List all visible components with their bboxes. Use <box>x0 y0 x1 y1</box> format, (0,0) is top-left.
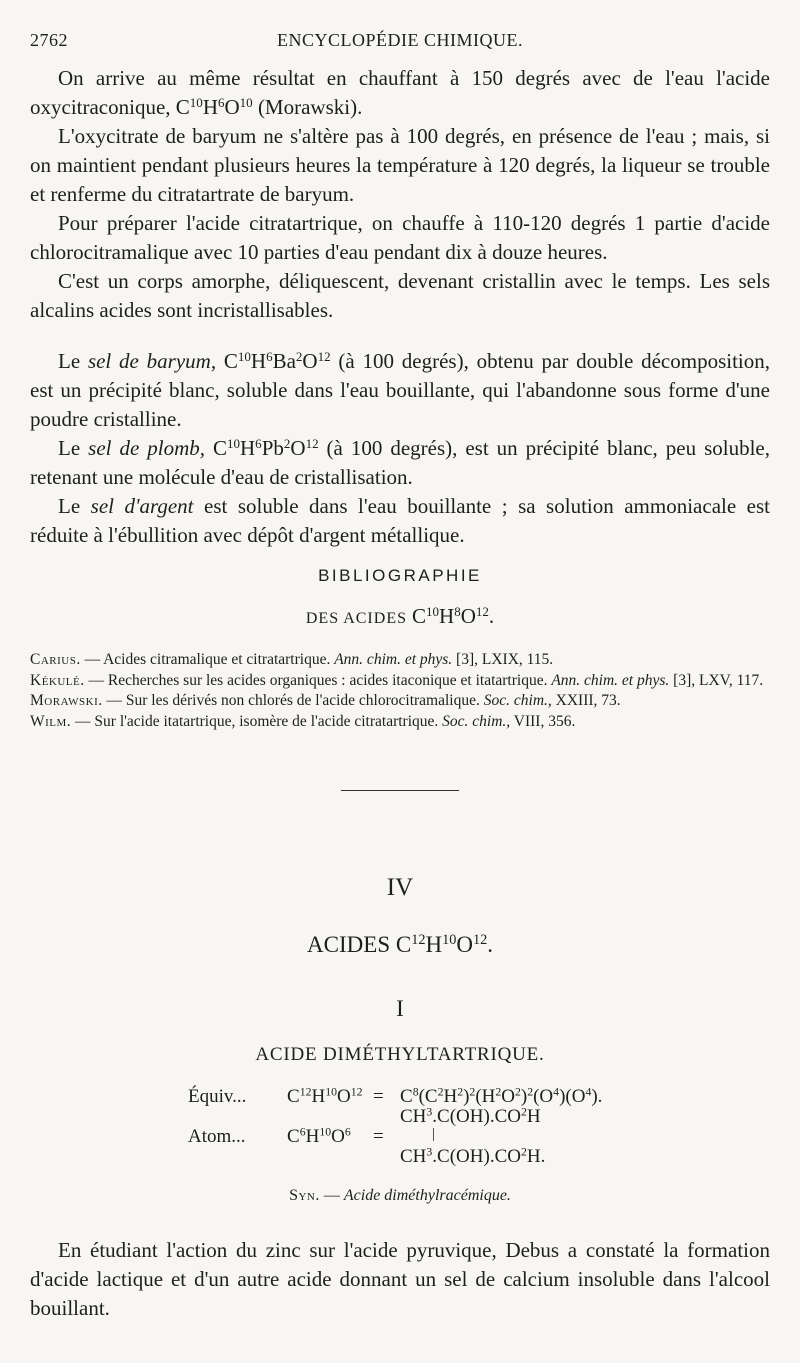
bibliography-title: BIBLIOGRAPHIE <box>318 566 482 585</box>
reference-item: Kékulé. — Recherches sur les acides organiques : acides itaconique et itatartrique. Ann. chim. et phys. [3], LXV, 117. <box>30 671 764 689</box>
subsection-numeral: I <box>396 996 404 1021</box>
reference-item: Morawski. — Sur les dérivés non chlorés de l'acide chlorocitramalique. Soc. chim., XXIII, 73. <box>30 692 621 709</box>
atom-equals: = <box>373 1126 384 1147</box>
atom-label: Atom... <box>188 1126 246 1147</box>
synonym-line: Syn. — Acide diméthylracémique. <box>289 1187 511 1204</box>
paragraph-oxycitraconique: On arrive au même résultat en chauffant à 150 degrés avec de l'eau l'acide oxycitraconique, $C^{10}H^6O^{10}$ (Morawski). <box>30 66 770 119</box>
reference-item: Carius. — Acides citramalique et citratartrique. Ann. chim. et phys. [3], LXIX, 115. <box>30 651 554 668</box>
bibliography-subtitle: DES ACIDES $C^{10}H^8O^{12}$. <box>305 603 495 628</box>
equiv-label: Équiv... <box>188 1086 247 1107</box>
atom-bond-bar: | <box>432 1126 436 1142</box>
page-number: 2762 <box>30 30 68 50</box>
equiv-expanded-formula: $C^8(C^2H^2)^2(H^2O^2)^2(O^4)(O^4)$. <box>400 1085 603 1107</box>
final-paragraph: En étudiant l'action du zinc sur l'acide pyruvique, Debus a constaté la formation d'acide lactique et d'un autre acide donnant un sel de calcium insoluble dans l'alcool bouillant. <box>30 1238 770 1320</box>
equiv-formula: $C^{12}H^{10}O^{12}$ <box>287 1085 363 1107</box>
paragraph-preparation: Pour préparer l'acide citratartrique, on chauffe à 110-120 degrés 1 partie d'acide chlorocitramalique avec 10 parties d'eau pendant dix à douze heures. <box>30 211 770 264</box>
paragraph-sel-baryum: Le sel de baryum, $C^{10}H^6Ba^2O^{12}$ (à 100 degrés), obtenu par double décomposition, est un précipité blanc, soluble dans l'eau bouillante, qui l'abandonne sous forme d'une poudre cristalline. <box>30 348 770 431</box>
section-title: ACIDES $C^{12}H^{10}O^{12}$. <box>307 932 493 957</box>
acid-name-heading: ACIDE DIMÉTHYLTARTRIQUE. <box>255 1044 545 1065</box>
section-divider <box>341 790 459 791</box>
reference-item: Wilm. — Sur l'acide itatartrique, isomère de l'acide citratartrique. Soc. chim., VIII, 356. <box>30 712 576 730</box>
paragraph-sel-plomb: Le sel de plomb, $C^{10}H^6Pb^2O^{12}$ (à 100 degrés), est un précipité blanc, peu soluble, retenant une molécule d'eau de cristallisation. <box>30 435 770 489</box>
header-title: ENCYCLOPÉDIE CHIMIQUE. <box>277 30 523 50</box>
body-text <box>30 64 770 550</box>
atom-structure-top: $CH^3.C(OH).CO^2H$ <box>400 1105 541 1127</box>
paragraph-properties: C'est un corps amorphe, déliquescent, devenant cristallin avec le temps. Les sels alcalins acides sont incristallisables. <box>30 269 770 322</box>
equiv-equals: = <box>373 1086 384 1107</box>
bibliography-list <box>30 650 770 732</box>
atom-formula: $C^6H^{10}O^6$ <box>287 1125 351 1147</box>
running-header <box>30 30 770 54</box>
paragraph-oxycitrate: L'oxycitrate de baryum ne s'altère pas à 100 degrés, en présence de l'eau ; mais, si on maintient pendant plusieurs heures la température à 120 degrés, la liqueur se trouble et renferme du citratartrate de baryum. <box>30 124 770 206</box>
atom-structure-bottom: $CH^3.C(OH).CO^2H$. <box>400 1145 546 1167</box>
section-numeral: IV <box>386 874 414 901</box>
paragraph-sel-argent: Le sel d'argent est soluble dans l'eau bouillante ; sa solution ammoniacale est réduite à l'ébullition avec dépôt d'argent métallique. <box>30 494 771 547</box>
